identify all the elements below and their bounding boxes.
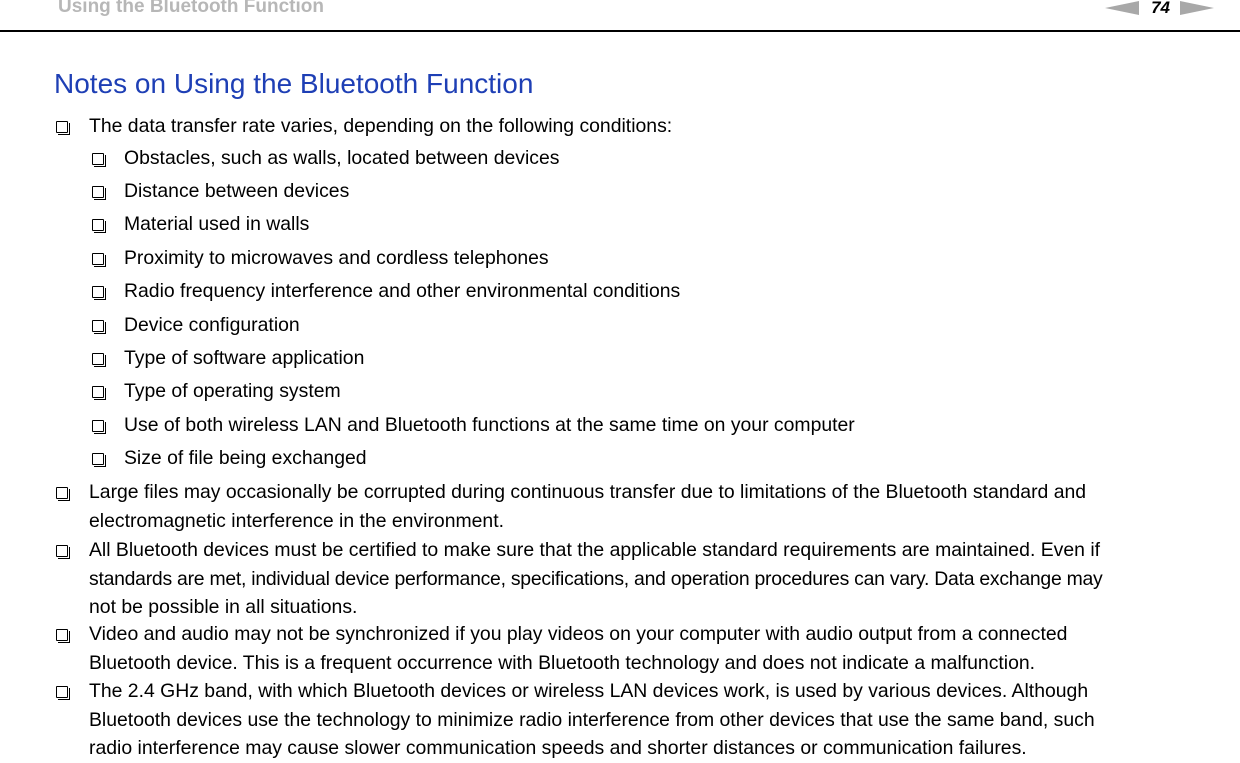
list-item-line: Video and audio may not be synchronized if you play videos on your computer with audio output from a connected <box>89 623 1068 645</box>
checkbox-bullet-icon <box>92 153 104 165</box>
checkbox-bullet-icon <box>56 121 68 133</box>
checkbox-bullet-icon <box>92 253 104 265</box>
list-item-line: The 2.4 GHz band, with which Bluetooth devices or wireless LAN devices work, is used by various devices. Although <box>89 680 1089 702</box>
list-item-line: All Bluetooth devices must be certified to make sure that the applicable standard requirements are maintained. Even if <box>89 539 1101 561</box>
checkbox-bullet-icon <box>56 686 68 698</box>
checkbox-bullet-icon <box>92 219 104 231</box>
list-item-line: Large files may occasionally be corrupted during continuous transfer due to limitations of the Bluetooth standard and <box>89 481 1087 503</box>
checkbox-bullet-icon <box>92 453 104 465</box>
sub-list-item-text: Type of operating system <box>124 380 341 402</box>
checkbox-bullet-icon <box>92 320 104 332</box>
page-title: Notes on Using the Bluetooth Function <box>54 68 534 99</box>
sub-list-item-text: Material used in walls <box>124 213 310 235</box>
checkbox-bullet-icon <box>92 420 104 432</box>
sub-list-item-text: Device configuration <box>124 314 300 336</box>
sub-list-item-text: Type of software application <box>124 347 365 369</box>
checkbox-bullet-icon <box>92 353 104 365</box>
list-item-line: standards are met, individual device performance, specifications, and operation procedures can vary. Data exchange may <box>89 567 1103 590</box>
list-item-line: Bluetooth device. This is a frequent occurrence with Bluetooth technology and does not indicate a malfunction. <box>89 651 1036 674</box>
checkbox-bullet-icon <box>56 545 68 557</box>
page-header <box>0 0 1240 32</box>
page-number: 74 <box>1151 0 1170 17</box>
sub-list-item-text: Obstacles, such as walls, located between devices <box>124 147 560 169</box>
checkbox-bullet-icon <box>92 386 104 398</box>
sub-list-item-text: Distance between devices <box>124 180 350 202</box>
checkbox-bullet-icon <box>92 286 104 298</box>
sub-list-item-text: Radio frequency interference and other environmental conditions <box>124 280 681 302</box>
list-item-line: Bluetooth devices use the technology to minimize radio interference from other devices that use the same band, such <box>89 708 1095 731</box>
checkbox-bullet-icon <box>56 487 68 499</box>
checkbox-bullet-icon <box>92 186 104 198</box>
list-item-text: The data transfer rate varies, depending on the following conditions: <box>89 115 673 137</box>
sub-list-item-text: Use of both wireless LAN and Bluetooth functions at the same time on your computer <box>124 414 855 436</box>
sub-list-item-text: Size of file being exchanged <box>124 447 367 469</box>
list-item-line: not be possible in all situations. <box>89 596 358 618</box>
triangle-right-icon[interactable] <box>1180 1 1214 15</box>
list-item-line: electromagnetic interference in the environment. <box>89 509 504 532</box>
list-item-line: radio interference may cause slower communication speeds and shorter distances or communication failures. <box>89 737 1027 759</box>
triangle-left-icon[interactable] <box>1105 1 1139 15</box>
sub-list-item-text: Proximity to microwaves and cordless telephones <box>124 247 549 269</box>
section-title: Using the Bluetooth Function <box>58 0 324 17</box>
page-navigation <box>1105 0 1214 19</box>
checkbox-bullet-icon <box>56 629 68 641</box>
